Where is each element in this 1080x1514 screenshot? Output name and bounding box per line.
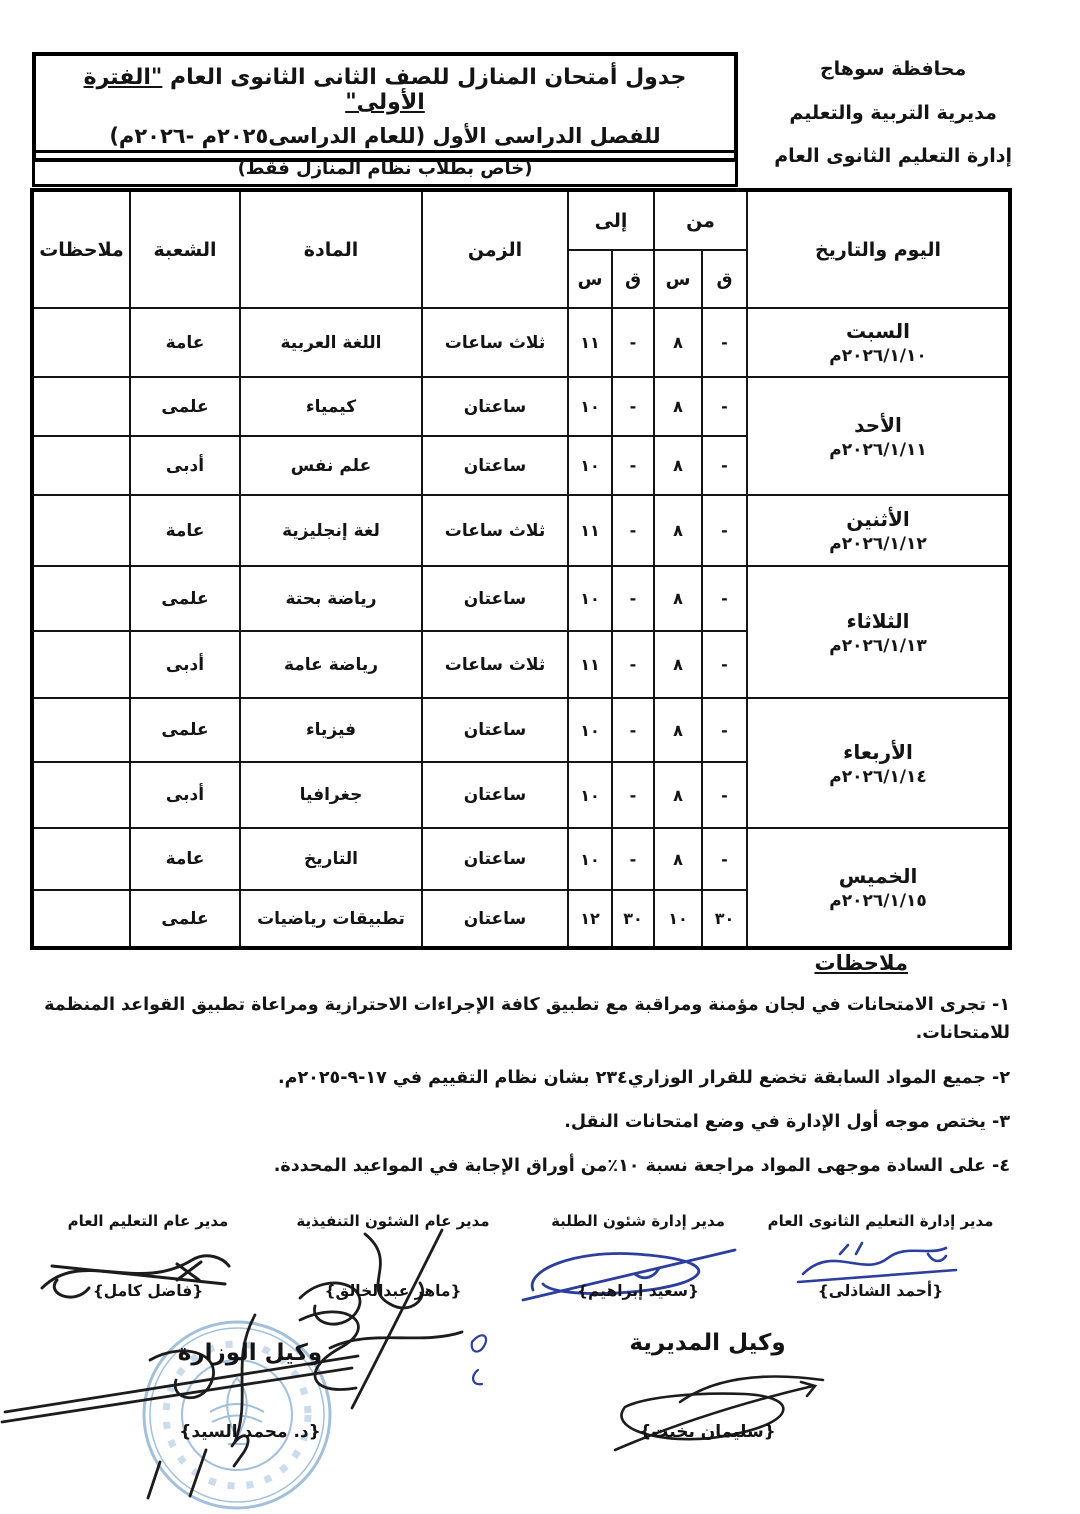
cell-to-hr: ١٠ [568, 698, 612, 762]
notes-section [38, 951, 1010, 1197]
cell-from-min: ٣٠ [702, 890, 747, 948]
signature-title: مدير عام الشئون التنفيذية [296, 1212, 490, 1230]
note-item-4: ٤- على السادة موجهى المواد مراجعة نسبة ١٠٪من أوراق الإجابة في المواعيد المحددة. [273, 1156, 1010, 1177]
title-main-text: جدول أمتحان المنازل للصف الثانى الثانوى العام [162, 65, 687, 90]
cell-branch: عامة [130, 495, 240, 566]
cell-to-min: - [612, 698, 654, 762]
cell-from-min: - [702, 631, 747, 698]
cell-subject: اللغة العربية [240, 308, 422, 377]
day-name: الأربعاء [843, 739, 913, 764]
day-name: الأحد [854, 412, 902, 437]
cell-duration: ثلاث ساعات [422, 308, 568, 377]
signature-block-directorate-deputy [600, 1330, 815, 1442]
cell-from-hr: ٨ [654, 631, 702, 698]
cell-day [747, 828, 1010, 948]
cell-from-min: - [702, 308, 747, 377]
cell-duration: ساعتان [422, 698, 568, 762]
cell-from-min: - [702, 762, 747, 828]
exam-row [32, 566, 1010, 631]
cell-note [32, 377, 130, 436]
cell-to-hr: ١٢ [568, 890, 612, 948]
exam-row [32, 377, 1010, 436]
day-date: ٢٠٢٦/١/١١م [829, 439, 927, 460]
cell-subject: فيزياء [240, 698, 422, 762]
note-item-3: ٣- يختص موجه أول الإدارة في وضع امتحانات النقل. [564, 1112, 1010, 1133]
cell-to-hr: ١١ [568, 308, 612, 377]
agency-line-directorate: مديرية التربية والتعليم [789, 101, 997, 124]
cell-note [32, 495, 130, 566]
document-title-line2: للفصل الدراسى الأول (للعام الدراسى٢٠٢٥م -٢٠٢٦م) [109, 124, 661, 148]
signature-scribble-icon [270, 1228, 505, 1423]
signature-block-executive-affairs-director [272, 1212, 514, 1300]
subcol-from-minutes: ق [702, 250, 747, 308]
cell-duration: ساعتان [422, 436, 568, 495]
cell-subject: لغة إنجليزية [240, 495, 422, 566]
notes-heading: ملاحظات [814, 951, 908, 975]
cell-branch: علمى [130, 566, 240, 631]
signature-title: وكيل المديرية [629, 1330, 786, 1356]
signature-name: {فاضل كامل} [92, 1282, 204, 1300]
cell-subject: التاريخ [240, 828, 422, 890]
signature-name: {سعيد إبراهيم} [576, 1282, 700, 1300]
cell-note [32, 308, 130, 377]
cell-duration: ثلاث ساعات [422, 495, 568, 566]
cell-branch: علمى [130, 698, 240, 762]
cell-note [32, 762, 130, 828]
cell-from-hr: ٨ [654, 566, 702, 631]
document-title-line1 [42, 65, 728, 115]
signature-scribble-icon [0, 1300, 495, 1512]
signature-block-student-affairs-director [538, 1212, 738, 1300]
cell-from-hr: ٨ [654, 828, 702, 890]
cell-from-hr: ٨ [654, 495, 702, 566]
cell-from-hr: ٨ [654, 436, 702, 495]
cell-day [747, 308, 1010, 377]
cell-day [747, 495, 1010, 566]
cell-to-hr: ١٠ [568, 762, 612, 828]
signature-title: مدير عام التعليم العام [67, 1212, 229, 1230]
cell-to-hr: ١٠ [568, 436, 612, 495]
cell-from-hr: ٨ [654, 698, 702, 762]
agency-line-administration: إدارة التعليم الثانوى العام [774, 145, 1012, 168]
signature-title: وكيل الوزارة [177, 1340, 323, 1366]
day-date: ٢٠٢٦/١/١٠م [829, 346, 927, 366]
signature-name: {ماهر عبدالخالق} [324, 1282, 462, 1300]
col-header-branch: الشعبة [130, 190, 240, 308]
note-item-1: ١- تجرى الامتحانات في لجان مؤمنة ومراقبة مع تطبيق كافة الإجراءات الاحترازية ومراعاة تطبيق القواعد المنظمة للامتحانات. [44, 995, 1010, 1044]
cell-subject: رياضة بحتة [240, 566, 422, 631]
col-header-from: من [654, 190, 747, 250]
col-header-notes: ملاحظات [32, 190, 130, 308]
cell-to-min: - [612, 828, 654, 890]
cell-to-hr: ١٠ [568, 377, 612, 436]
signature-block-secondary-education-director [753, 1212, 1008, 1300]
cell-from-min: - [702, 698, 747, 762]
cell-subject: جغرافيا [240, 762, 422, 828]
cell-from-min: - [702, 377, 747, 436]
col-header-to: إلى [568, 190, 654, 250]
cell-from-hr: ٨ [654, 762, 702, 828]
signature-name: {أحمد الشاذلى} [817, 1282, 944, 1300]
cell-to-min: - [612, 631, 654, 698]
cell-subject: علم نفس [240, 436, 422, 495]
cell-from-min: - [702, 436, 747, 495]
cell-note [32, 436, 130, 495]
cell-to-min: - [612, 377, 654, 436]
day-name: السبت [845, 319, 911, 343]
cell-note [32, 890, 130, 948]
cell-to-min: - [612, 566, 654, 631]
signature-title: مدير إدارة التعليم الثانوى العام [767, 1212, 994, 1230]
cell-day [747, 377, 1010, 495]
exam-row [32, 828, 1010, 890]
exam-row [32, 495, 1010, 566]
cell-to-hr: ١١ [568, 631, 612, 698]
cell-duration: ساعتان [422, 566, 568, 631]
cell-to-min: - [612, 495, 654, 566]
cell-duration: ثلاث ساعات [422, 631, 568, 698]
signature-scribble-icon [585, 1352, 840, 1464]
subcol-to-minutes: ق [612, 250, 654, 308]
cell-to-hr: ١٠ [568, 828, 612, 890]
day-date: ٢٠٢٦/١/١٥م [829, 891, 927, 911]
cell-duration: ساعتان [422, 890, 568, 948]
cell-from-hr: ٨ [654, 377, 702, 436]
day-name: الثلاثاء [846, 608, 910, 633]
col-header-subject: المادة [240, 190, 422, 308]
cell-to-min: - [612, 308, 654, 377]
cell-branch: أدبى [130, 631, 240, 698]
cell-branch: عامة [130, 308, 240, 377]
cell-note [32, 698, 130, 762]
note-item-2: ٢- جميع المواد السابقة تخضع للقرار الوزاري٢٣٤ بشان نظام التقييم في ١٧-٩-٢٠٢٥م. [277, 1067, 1010, 1088]
cell-branch: علمى [130, 377, 240, 436]
signature-block-ministry-deputy [150, 1340, 350, 1442]
subcol-to-hours: س [568, 250, 612, 308]
cell-to-min: ٣٠ [612, 890, 654, 948]
agency-header [774, 48, 1012, 179]
signature-scribble-icon [515, 1232, 750, 1312]
exam-row [32, 698, 1010, 762]
day-date: ٢٠٢٦/١/١٣م [829, 635, 927, 656]
day-name: الخميس [838, 864, 918, 888]
title-period-text: "الفترة الأولى" [83, 65, 425, 115]
cell-to-hr: ١٠ [568, 566, 612, 631]
signature-block-general-education-director [32, 1212, 264, 1300]
cell-day [747, 566, 1010, 698]
cell-from-min: - [702, 566, 747, 631]
cell-subject: رياضة عامة [240, 631, 422, 698]
cell-from-min: - [702, 495, 747, 566]
cell-note [32, 828, 130, 890]
exam-row [32, 308, 1010, 377]
signature-name: {د. محمد السيد} [179, 1422, 321, 1442]
day-name: الأثنين [846, 507, 910, 531]
cell-subject: تطبيقات رياضيات [240, 890, 422, 948]
subcol-from-hours: س [654, 250, 702, 308]
document-subtitle-box: (خاص بطلاب نظام المنازل فقط) [32, 150, 738, 187]
day-date: ٢٠٢٦/١/١٢م [829, 534, 927, 554]
cell-day [747, 698, 1010, 828]
cell-duration: ساعتان [422, 377, 568, 436]
cell-branch: عامة [130, 828, 240, 890]
cell-from-hr: ١٠ [654, 890, 702, 948]
cell-to-min: - [612, 762, 654, 828]
header-row-1 [32, 190, 1010, 250]
col-header-duration: الزمن [422, 190, 568, 308]
cell-duration: ساعتان [422, 762, 568, 828]
cell-to-hr: ١١ [568, 495, 612, 566]
cell-duration: ساعتان [422, 828, 568, 890]
cell-to-min: - [612, 436, 654, 495]
col-header-day-date: اليوم والتاريخ [747, 190, 1010, 308]
cell-branch: علمى [130, 890, 240, 948]
signature-name: {سليمان بخيت} [639, 1422, 776, 1442]
signature-title: مدير إدارة شئون الطلبة [551, 1212, 725, 1230]
cell-branch: أدبى [130, 762, 240, 828]
cell-from-min: - [702, 828, 747, 890]
agency-line-governorate: محافظة سوهاج [819, 58, 967, 80]
day-date: ٢٠٢٦/١/١٤م [829, 766, 927, 787]
cell-note [32, 566, 130, 631]
cell-note [32, 631, 130, 698]
cell-from-hr: ٨ [654, 308, 702, 377]
document-title-box [32, 52, 738, 162]
exam-schedule-table [30, 188, 1012, 950]
cell-branch: أدبى [130, 436, 240, 495]
cell-subject: كيمياء [240, 377, 422, 436]
